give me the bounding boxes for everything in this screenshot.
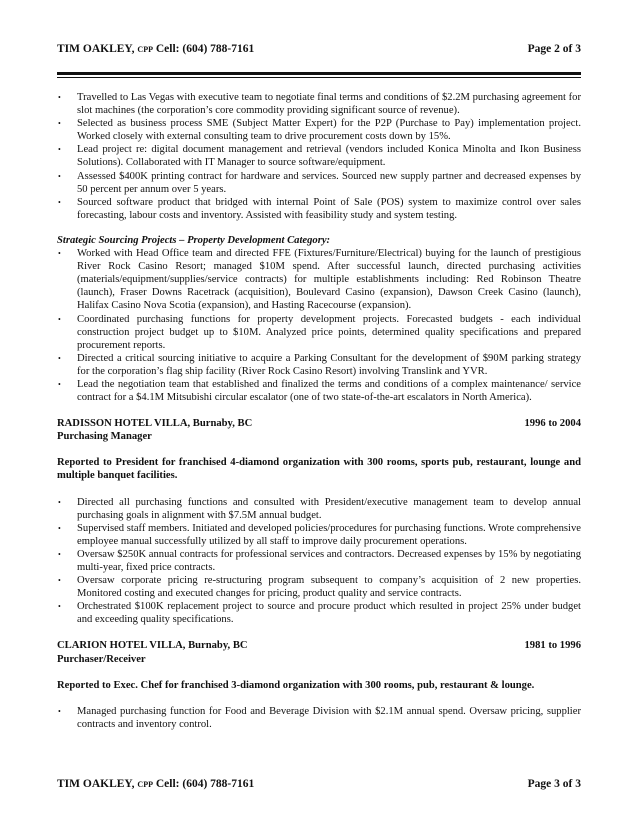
footer-cell: Cell: (604) 788-7161	[155, 778, 255, 790]
radisson-company: RADISSON HOTEL VILLA, Burnaby, BC	[57, 418, 253, 430]
header-credential: CPP	[137, 45, 153, 54]
list-item: • Supervised staff members. Initiated and developed policies/procedures for purchasing functions. Wrote comprehensive employee manual successfully utilized by all staff to improve daily procurement operations.	[57, 522, 581, 548]
page-header	[57, 43, 581, 55]
page-footer	[57, 778, 581, 790]
resume-content	[57, 91, 581, 731]
header-rule-thick	[57, 72, 581, 75]
radisson-job-header	[57, 417, 581, 430]
footer-credential: CPP	[137, 780, 153, 789]
clarion-bullet-list	[57, 705, 581, 731]
clarion-role: Purchaser/Receiver	[57, 653, 146, 665]
radisson-bullet-list	[57, 496, 581, 627]
list-item: • Assessed $400K printing contract for hardware and services. Sourced new supply partner and decreased expenses by 50 percent per annum over 5 years.	[57, 170, 581, 196]
radisson-summary: Reported to President for franchised 4-diamond organization with 300 rooms, sports pub, restaurant, lounge and multiple banquet facilities.	[57, 457, 581, 482]
list-item: • Directed all purchasing functions and consulted with President/executive management team to develop annual purchasing goals in alignment with $7.5M annual budget.	[57, 496, 581, 522]
clarion-summary: Reported to Exec. Chef for franchised 3-diamond organization with 300 rooms, pub, restaurant & lounge.	[57, 679, 535, 691]
clarion-dates: 1981 to 1996	[524, 640, 581, 652]
footer-contact	[57, 778, 254, 790]
list-item: • Lead project re: digital document management and retrieval (vendors included Konica Minolta and Ikon Business Solutions). Collaborated with IT Manager to source software/equipment.	[57, 143, 581, 169]
radisson-role: Purchasing Manager	[57, 431, 152, 443]
header-page-number: Page 2 of 3	[527, 43, 581, 55]
intro-bullet-list	[57, 91, 581, 222]
list-item: • Coordinated purchasing functions for property development projects. Forecasted budgets - each individual construction project budget up to $10M. Analyzed price points, determined quality specifications and prepared procurement reports.	[57, 313, 581, 352]
strategic-sourcing-heading: Strategic Sourcing Projects – Property Development Category:	[57, 234, 331, 246]
header-rule-thin	[57, 77, 581, 78]
clarion-job-header	[57, 639, 581, 652]
list-item: • Managed purchasing function for Food and Beverage Division with $2.1M annual spend. Oversaw pricing, supplier contracts and inventory control.	[57, 705, 581, 731]
list-item: • Travelled to Las Vegas with executive team to negotiate final terms and conditions of $2.2M purchasing agreement for slot machines (the corporation’s core commodity providing significant source of revenue).	[57, 91, 581, 117]
list-item: • Selected as business process SME (Subject Matter Expert) for the P2P (Purchase to Pay) implementation project. Worked closely with external consulting team to drive procurement costs down by 15%.	[57, 117, 581, 143]
list-item: • Oversaw $250K annual contracts for professional services and contractors. Decreased expenses by 15% by negotiating multi-year, fixed price contracts.	[57, 548, 581, 574]
footer-page-number: Page 3 of 3	[527, 778, 581, 790]
radisson-dates: 1996 to 2004	[524, 418, 581, 430]
strategic-bullet-list	[57, 247, 581, 404]
header-cell: Cell: (604) 788-7161	[155, 43, 255, 55]
list-item: • Worked with Head Office team and directed FFE (Fixtures/Furniture/Electrical) buying for the launch of prestigious River Rock Casino Resort; managed $10M spend. After successful launch, directed purchasing activities (materials/equipment/supplies/service contracts) for multiple establishments including: Red Robinson Theatre (launch), Fraser Downs Racetrack (acquisition), Boulevard Casino (expansion), Dawson Creek Casino (launch), Halifax Casino Nova Scotia (expansion), and Hasting Racecourse (expansion).	[57, 247, 581, 312]
list-item: • Directed a critical sourcing initiative to acquire a Parking Consultant for the development of $90M parking strategy for the corporation’s flag ship facility (River Rock Casino Resort) involving Translink and YVR.	[57, 352, 581, 378]
list-item: • Lead the negotiation team that established and finalized the terms and conditions of a complex maintenance/ service contract for a $4.1M Mitsubishi circular escalator (one of two state-of-the-art escalators in North America).	[57, 378, 581, 404]
list-item: • Orchestrated $100K replacement project to source and procure product which resulted in project 25% under budget and exceeding quality specifications.	[57, 600, 581, 626]
list-item: • Oversaw corporate pricing re-structuring program subsequent to company’s acquisition of 2 new properties. Monitored costing and executed changes for pricing, product quality and service contracts.	[57, 574, 581, 600]
header-name: TIM OAKLEY,	[57, 43, 135, 55]
list-item: • Sourced software product that bridged with internal Point of Sale (POS) system to maximize control over sales forecasting, labour costs and inventory. Assisted with feasibility study and system testing.	[57, 196, 581, 222]
clarion-company: CLARION HOTEL VILLA, Burnaby, BC	[57, 640, 248, 652]
footer-name: TIM OAKLEY,	[57, 778, 135, 790]
header-contact	[57, 43, 254, 55]
